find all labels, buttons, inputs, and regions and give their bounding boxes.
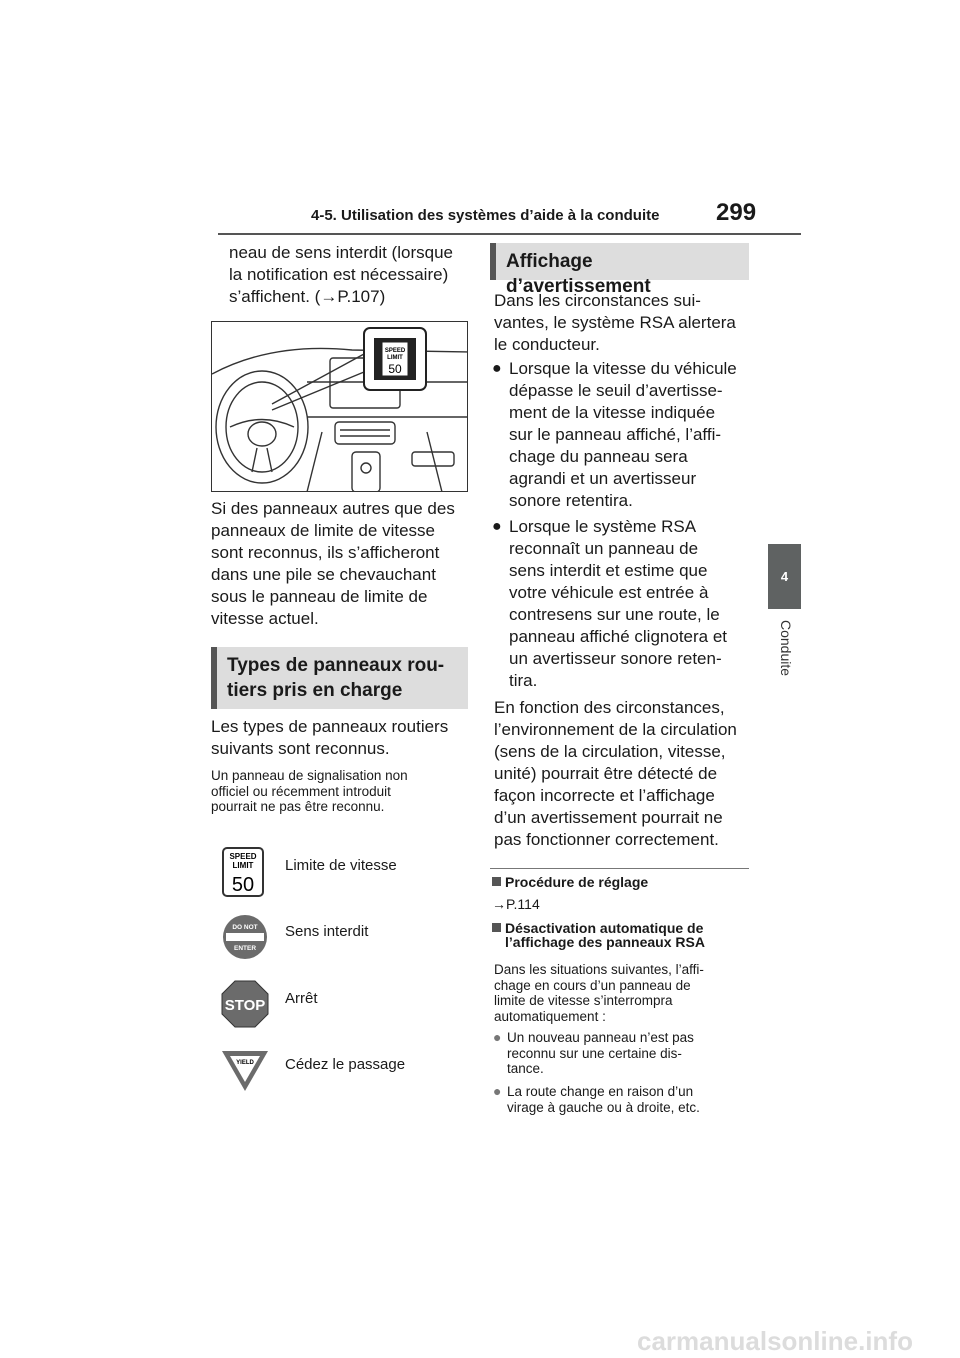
text-line: neau de sens interdit (lorsque [229,243,453,262]
header-rule [218,233,801,235]
text-line: automatiquement : [494,1008,606,1024]
text-line: ment de la vitesse indiquée [509,403,716,422]
dashboard-drawing [212,322,468,492]
types-section-heading [211,647,468,709]
closing-paragraph [494,697,737,851]
text-line: La route change en raison d’un [507,1084,694,1099]
subhead-text: l’affichage des panneaux RSA [505,934,705,950]
sign-stop-text: STOP [224,997,266,1014]
stop-sign-icon [221,980,269,1033]
text-line: limite de vitesse s’interrompra [494,993,673,1009]
text-line: unité) pourrait être détecté de [494,764,718,783]
text-line: Dans les circonstances sui- [494,291,701,310]
text-line: panneau affiché clignotera et [509,627,728,646]
text-line: reconnaît un panneau de [509,539,699,558]
text-line: tira. [509,671,538,690]
illus-sign-mid: LIMIT [387,355,403,361]
types-intro [211,716,448,760]
sign-dne-top: DO NOT [232,924,258,931]
section-title: 4-5. Utilisation des systèmes d’aide à la conduite [311,207,660,224]
sign-speed-mid: LIMIT [232,861,254,870]
text-line: s’affichent. (→P.107) [229,287,386,306]
text-line: un avertisseur sonore reten- [509,649,722,668]
setting-procedure-heading [492,875,648,889]
do-not-enter-sign-icon [222,914,268,965]
auto-deactivation-intro [494,962,704,1024]
illus-sign-top: SPEED [384,348,406,354]
text-line: sens interdit et estime que [509,561,708,580]
text-line: contresens sur une route, le [509,605,720,624]
text-line: sous le panneau de limite de [211,587,428,606]
text-line: Si des panneaux autres que des [211,499,455,518]
text-line: vitesse actuel. [211,609,319,628]
page-number: 299 [716,199,757,226]
text-line: le conducteur. [494,335,600,354]
text-line: virage à gauche ou à droite, etc. [507,1099,700,1115]
auto-deactivation-heading [492,921,705,949]
sign-speed-value: 50 [231,874,255,896]
text-line: sonore retentira. [509,491,633,510]
square-bullet-icon [492,877,501,886]
types-note [211,768,408,815]
after-figure-paragraph [211,498,455,630]
chapter-label: Conduite [778,620,794,677]
text-line: votre véhicule est entrée à [509,583,709,602]
text-line: Dans les situations suivantes, l’affi- [494,962,704,977]
text-line: vantes, le système RSA alertera [494,313,736,332]
section-divider [490,868,749,869]
text-line: (sens de la circulation, vitesse, [494,742,726,761]
text-line: panneaux de limite de vitesse [211,521,435,540]
square-bullet-icon [492,923,501,932]
text-line: agrandi et un avertisseur [509,469,697,488]
deactivation-bullet [493,1030,753,1077]
sign-label-speed-limit: Limite de vitesse [285,857,397,874]
speed-limit-sign-icon [222,847,264,902]
text-line: Les types de panneaux routiers [211,717,449,736]
text-line: reconnu sur une certaine dis- [507,1045,682,1061]
text-line: Un nouveau panneau n’est pas [507,1030,694,1045]
intro-paragraph [229,242,453,308]
subhead-text: Désactivation automatique de [505,920,704,936]
text-line: sont reconnus, ils s’afficheront [211,543,440,562]
bullet-dot-icon: ● [492,518,502,535]
text-line: l’environnement de la circulation [494,720,737,739]
text-line: Un panneau de signalisation non [211,768,408,783]
bullet-dot-icon: ● [493,1029,502,1045]
setting-procedure-link[interactable]: →P.114 [492,896,540,912]
text-line: suivants sont reconnus. [211,739,390,758]
text-line: la notification est nécessaire) [229,265,449,284]
sign-dne-bottom: ENTER [233,945,257,952]
sign-speed-top: SPEED [229,852,257,861]
text-line: pourrait ne pas être reconnu. [211,799,385,815]
bullet-dot-icon: ● [492,360,502,377]
text-line: chage du panneau sera [509,447,688,466]
text-line: Lorsque le système RSA [509,517,697,536]
subhead-text: Procédure de réglage [505,874,649,890]
deactivation-bullet [493,1084,753,1115]
warning-intro [494,290,736,356]
heading-line: Types de panneaux rou- [227,655,445,676]
chapter-tab[interactable]: 4 [768,544,801,609]
sign-label-yield: Cédez le passage [285,1056,406,1073]
text-line: façon incorrecte et l’affichage [494,786,715,805]
sign-label-do-not-enter: Sens interdit [285,923,369,940]
warning-display-heading: Affichage d’avertissement [490,243,749,280]
sign-yield-text: YIELD [236,1060,254,1066]
text-line: pas fonctionner correctement. [494,830,719,849]
text-line: En fonction des circonstances, [494,698,725,717]
text-line: sur le panneau affiché, l’affi- [509,425,722,444]
text-line: chage en cours d’un panneau de [494,977,691,993]
watermark: carmanualsonline.info [637,1326,913,1356]
text-line: dépasse le seuil d’avertisse- [509,381,723,400]
text-line: Lorsque la vitesse du véhicule [509,359,737,378]
heading-line: tiers pris en charge [227,680,403,701]
sign-label-stop: Arrêt [285,990,318,1007]
illus-sign-value: 50 [388,362,402,376]
text-line: d’un avertissement pourrait ne [494,808,723,827]
yield-sign-icon [221,1050,269,1097]
text-line: dans une pile se chevauchant [211,565,436,584]
text-line: tance. [507,1061,544,1077]
bullet-dot-icon: ● [493,1083,502,1099]
text-line: officiel ou récemment introduit [211,783,391,799]
dashboard-illustration [211,321,468,492]
